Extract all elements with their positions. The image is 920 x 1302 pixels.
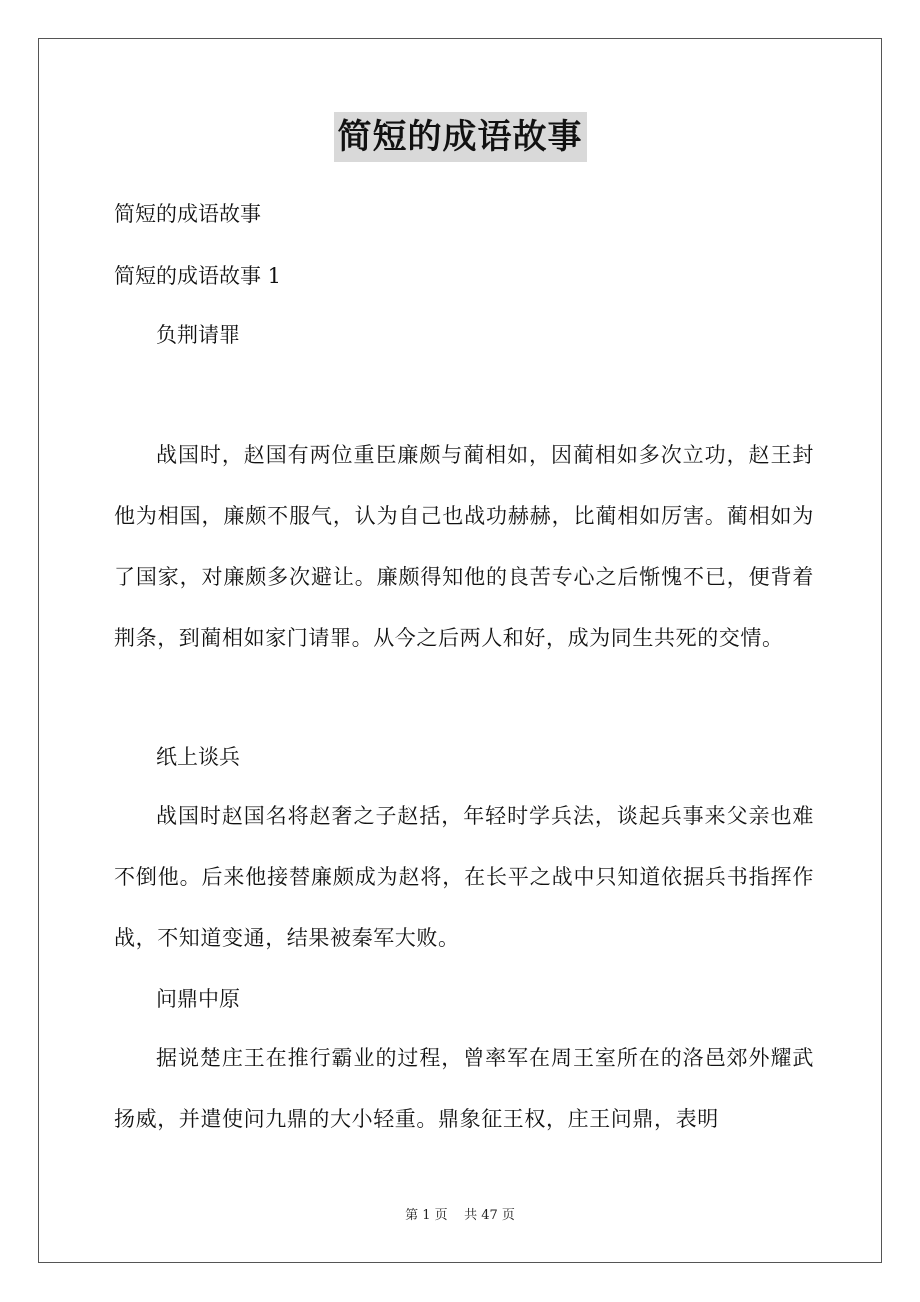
section-body-1: 战国时，赵国有两位重臣廉颇与蔺相如，因蔺相如多次立功，赵王封他为相国，廉颇不服气，认为自己也战功赫赫，比蔺相如厉害。蔺相如为了国家，对廉颇多次避让。廉颇得知他的良苦专心之后惭愧不已，便背着荆条，到蔺相如家门请罪。从今之后两人和好，成为同生共死的交情。 (114, 443, 814, 650)
document-title: 简短的成语故事 (334, 112, 587, 162)
doc-heading: 简短的成语故事 (114, 202, 261, 226)
page-footer: 第 1 页 共 47 页 (405, 1208, 515, 1223)
section-title-2: 纸上谈兵 (156, 745, 240, 769)
doc-subheading: 简短的成语故事 1 (114, 264, 282, 288)
title-container (0, 112, 920, 162)
section-body-2: 战国时赵国名将赵奢之子赵括，年轻时学兵法，谈起兵事来父亲也难不倒他。后来他接替廉颇成为赵将，在长平之战中只知道依据兵书指挥作战，不知道变通，结果被秦军大败。 (114, 804, 814, 950)
section-title-1: 负荆请罪 (156, 323, 240, 347)
section-title-3: 问鼎中原 (156, 987, 240, 1011)
section-body-3: 据说楚庄王在推行霸业的过程，曾率军在周王室所在的洛邑郊外耀武扬威，并遣使问九鼎的大小轻重。鼎象征王权，庄王问鼎，表明 (114, 1046, 814, 1131)
